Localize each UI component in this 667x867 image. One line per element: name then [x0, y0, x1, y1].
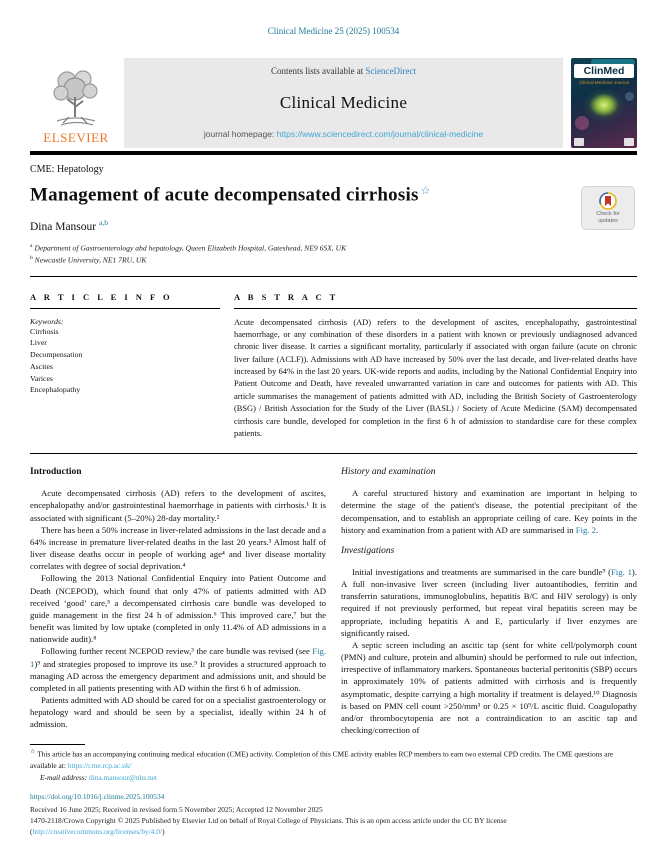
check-for-updates-label: Check for updates: [596, 210, 620, 224]
section-heading-investigations: Investigations: [341, 545, 395, 556]
sciencedirect-link[interactable]: ScienceDirect: [365, 66, 416, 76]
author-affiliation-sup[interactable]: a,b: [99, 218, 108, 228]
abstract-column: [234, 292, 637, 440]
article-info-heading: A R T I C L E I N F O: [30, 291, 173, 302]
journal-title: Clinical Medicine: [279, 92, 408, 112]
body-paragraph: A septic screen including an ascitic tap (sent for white cell/polymorph count (PMN) and culture, protein and albumin) should be performed to rule out infection, irrespective of inflammatory markers. Spontaneous bacterial peritonitis (SBP) occurs in approximately 10% of patients admitted with cirrhosis and is frequently asymptomatic, despite carrying a high mortality if treatment is delayed.¹⁰ Diagnosis is based on PMN cell count >250/mm³ or 0.25 × 10⁹/L ascitic fluid. Coagulopathy and/or thrombocytopenia are not a contraindication to an ascitic tap and checking/correction of: [341, 639, 638, 736]
elsevier-logo[interactable]: [30, 58, 122, 148]
cme-footnote: ☆ This article has an accompanying continuing medical education (CME) activity. Completion of this CME activity enables RCP members to earn two external CPD credits. The CME questions are available at: https://cme.rcp.ac.uk/: [30, 749, 614, 770]
journal-citation: Clinical Medicine 25 (2025) 100534: [267, 26, 400, 36]
journal-cover-thumbnail[interactable]: [571, 58, 637, 148]
doi-link[interactable]: https://doi.org/10.1016/j.clinme.2025.100534: [30, 791, 165, 801]
received-dates: Received 16 June 2025; Received in revised form 5 November 2025; Accepted 12 November 2025: [30, 805, 323, 815]
cover-footer-logos: [574, 138, 634, 146]
elsevier-wordmark: ELSEVIER: [43, 130, 109, 145]
keyword: Cirrhosis: [30, 326, 59, 336]
banner-divider: [30, 151, 637, 155]
abstract-heading: A B S T R A C T: [234, 291, 339, 302]
elsevier-tree-icon: [47, 67, 105, 129]
body-paragraph: Following the 2013 National Confidential Enquiry into Patient Outcome and Death (NCEPOD), which found that only 47% of patients admitted with AD received ‘good’ care,⁵ a decompensated cirrhosis care bundle was developed to guide management in the first 24 h of admission.⁶ This improved care,⁷ but the benefit was limited by low uptake (completed in only 11.4% of AD admissions in a nationwide audit).⁸: [30, 573, 326, 645]
abstract-bottom-divider: [30, 453, 637, 454]
section-heading-introduction: Introduction: [30, 467, 82, 478]
keyword: Liver: [30, 338, 47, 348]
article-footer: [30, 791, 637, 837]
body-right-column: [341, 467, 637, 736]
body-paragraph: Following further recent NCEPOD review,³ the care bundle was revised (see Fig. 1)⁹ and strategies proposed to improve its use.⁹ It provides a structured approach to managing AD across the emergency department and admissions unit, and should be completed in all patients presenting with AD within the first 6 h of admission.: [30, 646, 326, 693]
email-label: E-mail address:: [40, 772, 89, 782]
abstract-rule: [234, 308, 637, 309]
affiliations: [30, 242, 637, 267]
cover-subtitle: Clinical Medicine Journal: [579, 80, 629, 85]
homepage-line: [204, 129, 483, 139]
article-info-rule: [30, 308, 220, 309]
journal-banner: [30, 58, 637, 148]
license-line: (http://creativecommons.org/licenses/by/4.0/): [30, 827, 165, 837]
body-paragraph: There has been a 50% increase in liver-related admissions in the last decade and a 64% increase in premature liver-related deaths in the last 20 years.³ Almost half of liver disease deaths occur in people of working age⁴ and liver disease mortality correlates with degree of social deprivation.⁴: [30, 524, 326, 572]
article-info-column: [30, 292, 220, 440]
page-title: Management of acute decompensated cirrhosis: [30, 184, 419, 206]
footnote-divider: [30, 744, 85, 745]
section-heading-history-examination: History and examination: [341, 467, 436, 478]
cme-questions-link[interactable]: https://cme.rcp.ac.uk/: [67, 760, 132, 770]
keyword: Decompensation: [30, 350, 83, 360]
header-divider: [30, 276, 637, 277]
abstract-text: Acute decompensated cirrhosis (AD) refers to the development of ascites, encephalopathy, gastrointestinal haemorrhage, or any combination of these disorders in a patient with known or previously undiagnosed advanced chronic liver disease. It carries a significant mortality, particularly if associated with organ failure (acute on chronic liver failure (ACLF)). Admissions with AD have increased by 50% over the last decade, and liver-related deaths have increased by 64% in the last 20 years. UK-wide reports and audits, including by the National Confidential Enquiry into Patient Outcome and Death, have revealed unwarranted variation in care and outcomes for patients with AD. This article summarises the management of patients admitted with AD, including the British Society of Gastroenterology (BSG) / British Association for the Study of the Liver (BASL) / Society of Acute Medicine (SAM) decompensated cirrhosis care bundle, developed for completion in the first 6 h of admission to standardise care for these complex patients.: [234, 317, 637, 438]
cc-license-link[interactable]: http://creativecommons.org/licenses/by/4.0/: [32, 827, 163, 837]
journal-homepage-link[interactable]: https://www.sciencedirect.com/journal/clinical-medicine: [276, 129, 484, 139]
body-left-column: [30, 467, 326, 736]
body-paragraph: A careful structured history and examination are important in helping to determine the stage of the patient's disease, the potential precipitant of the decompensation, and to establish an appropriate ceiling of care. Key points in the history and examination from a patient with AD are summarised in Fig. 2.: [341, 488, 637, 535]
contents-prefix: Contents lists available at: [271, 66, 366, 76]
check-for-updates-badge[interactable]: [581, 186, 635, 230]
check-for-updates-icon: [599, 192, 617, 210]
title-footnote-star: ☆: [420, 185, 431, 197]
affiliation-a: $^a$ Department of Gastroenterology abd hepatology, Queen Elizabeth Hospital, Gateshead, NE9 6SX, UK: [30, 243, 347, 253]
copyright-line: 1470-2118/Crown Copyright © 2025 Published by Elsevier Ltd on behalf of Royal College of Physicians. This is an open access article under the CC BY license: [30, 816, 507, 826]
info-abstract-section: [30, 292, 637, 440]
banner-center: [124, 58, 563, 148]
keywords-label: Keywords:: [30, 316, 64, 326]
affiliation-b: $^b$ Newcastle University, NE1 7RU, UK: [30, 255, 147, 265]
article-body: [30, 467, 637, 736]
cover-artwork-dot: [625, 92, 634, 101]
homepage-prefix: journal homepage:: [203, 129, 277, 139]
article-section-label: CME: Hepatology: [30, 164, 104, 175]
keyword: Varices: [30, 373, 53, 383]
contents-line: [271, 66, 416, 76]
keyword: Ascites: [30, 361, 53, 371]
cover-title: ClinMed: [574, 64, 634, 78]
email-line: [30, 773, 637, 782]
body-paragraph: Acute decompensated cirrhosis (AD) refers to the development of ascites, encephalopathy and/or gastrointestinal haemorrhage in patients with cirrhosis.¹ It is associated with significant (5–20%) 28-day mortality.²: [30, 488, 326, 523]
cover-artwork: [583, 88, 625, 122]
footnote-star: ☆: [30, 749, 36, 756]
footnote-area: [30, 744, 637, 782]
body-paragraph: Initial investigations and treatments are summarised in the care bundle⁹ (Fig. 1). A full non-invasive liver screen (including liver autoantibodies, ferritin and transferrin saturations, immunoglobulins, hepatitis B/C and HIV serology) is only required if not previously performed, but repeat viral hepatitis screen may be appropriate, including hepatitis A and E, particularly if liver enzymes are significantly raised.: [341, 566, 637, 638]
body-paragraph: Patients admitted with AD should be cared for on a specialist gastroenterology or hepatology ward and should be seen by a specialist, ideally within 24 h of admission.: [30, 695, 326, 730]
cover-artwork-dot: [575, 116, 589, 130]
keyword: Encephalopathy: [30, 385, 81, 395]
author-name: Dina Mansour: [30, 221, 97, 234]
author-line: [30, 218, 637, 233]
author-email-link[interactable]: dina.mansour@nhs.net: [89, 772, 157, 782]
